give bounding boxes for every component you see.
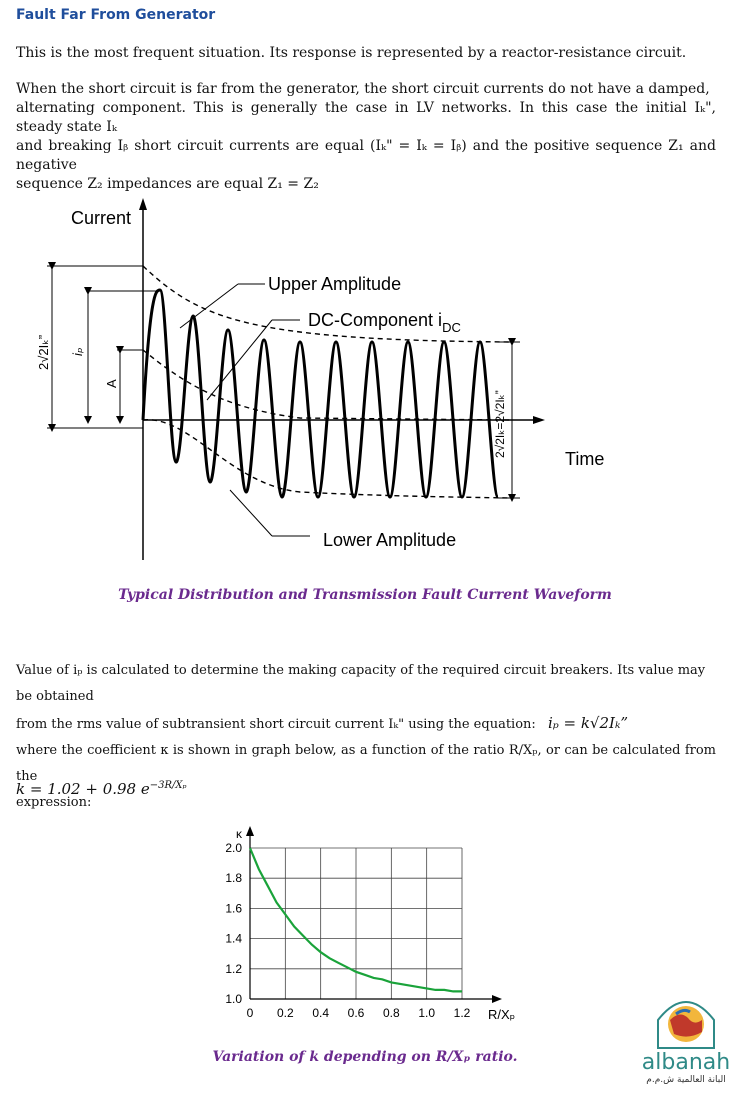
ip-equation: iₚ = k√2Iₖ” bbox=[547, 714, 629, 732]
x-tick-label: 1.2 bbox=[453, 1006, 471, 1020]
logo-wordmark: albanah bbox=[641, 1050, 731, 1075]
k-formula-exponent: −3R/Xₚ bbox=[149, 780, 187, 791]
para-line bbox=[16, 710, 716, 738]
para-line: and breaking Iᵦ short circuit currents are equal (Iₖ" = Iₖ = Iᵦ) and the positive sequence Z₁ and negative bbox=[16, 138, 716, 173]
y-tick-label: 1.4 bbox=[225, 931, 242, 946]
dim-label-steady: 2√2Iₖ=2√2Iₖ” bbox=[493, 390, 507, 458]
globe-logo-icon bbox=[628, 990, 744, 1050]
y-tick-label: 1.2 bbox=[225, 961, 242, 976]
current-axis-arrow-icon bbox=[139, 198, 147, 210]
page-title: Fault Far From Generator bbox=[16, 7, 216, 23]
dim-label-ip: iₚ bbox=[70, 347, 85, 356]
time-axis-label: Time bbox=[565, 449, 605, 469]
y-tick-label: 1.6 bbox=[225, 901, 242, 916]
x-tick-label: 0.6 bbox=[347, 1006, 365, 1020]
x-tick-label: 0 bbox=[246, 1006, 254, 1020]
dc-label-sub: DC bbox=[442, 320, 461, 335]
para-text: from the rms value of subtransient short circuit current Iₖ" using the equation: bbox=[16, 717, 536, 732]
x-axis-label: R/Xₚ bbox=[488, 1007, 516, 1022]
waveform-caption: Typical Distribution and Transmission Fault Current Waveform bbox=[118, 587, 612, 603]
dc-label-main: DC-Component i bbox=[308, 310, 443, 330]
para-line: alternating component. This is generally the case in LV networks. In this case the initial Iₖ", steady state Iₖ bbox=[16, 100, 716, 135]
lower-amplitude-label: Lower Amplitude bbox=[323, 530, 457, 550]
x-tick-label: 1.0 bbox=[418, 1006, 436, 1020]
y-tick-label: 2.0 bbox=[225, 841, 242, 855]
y-axis-arrow-icon bbox=[246, 826, 254, 836]
para-line: sequence Z₂ impedances are equal Z₁ = Z₂ bbox=[16, 176, 319, 192]
logo-arabic: البانة العالمية ش.م.م bbox=[646, 1075, 726, 1085]
fault-waveform-figure bbox=[0, 190, 750, 580]
chart-caption: Variation of k depending on R/Xₚ ratio. bbox=[212, 1049, 518, 1065]
current-axis-label: Current bbox=[71, 208, 132, 228]
time-axis-arrow-icon bbox=[533, 416, 545, 424]
para-line: Value of iₚ is calculated to determine the making capacity of the required circuit breakers. Its value may be obtained bbox=[16, 663, 706, 704]
dc-component-label bbox=[308, 310, 461, 335]
x-axis-arrow-icon bbox=[492, 995, 502, 1003]
para-line: expression: bbox=[16, 795, 92, 810]
x-tick-label: 0.2 bbox=[276, 1006, 294, 1020]
dim-label-a: A bbox=[104, 379, 119, 388]
para-line: where the coefficient κ is shown in graph below, as a function of the ratio R/Xₚ, or can be calculated from the bbox=[16, 743, 716, 784]
y-tick-label: 1.0 bbox=[225, 992, 242, 1006]
y-axis-label: κ bbox=[236, 827, 242, 841]
x-tick-label: 0.4 bbox=[312, 1006, 330, 1020]
k-formula bbox=[16, 780, 187, 798]
k-formula-main: k = 1.02 + 0.98 e bbox=[16, 780, 150, 798]
dim-label-2root2ik: 2√2Iₖ” bbox=[36, 334, 51, 370]
albanah-logo bbox=[628, 990, 744, 1090]
y-tick-label: 1.8 bbox=[225, 871, 242, 886]
far-fault-paragraph bbox=[16, 80, 716, 194]
para-line: When the short circuit is far from the generator, the short circuit currents do not have a damped, bbox=[16, 81, 710, 97]
k-ratio-chart bbox=[200, 818, 530, 1033]
x-tick-label: 0.8 bbox=[382, 1006, 400, 1020]
upper-amplitude-label: Upper Amplitude bbox=[268, 274, 402, 294]
intro-paragraph: This is the most frequent situation. Its response is represented by a reactor-resistance circuit. bbox=[16, 45, 687, 61]
